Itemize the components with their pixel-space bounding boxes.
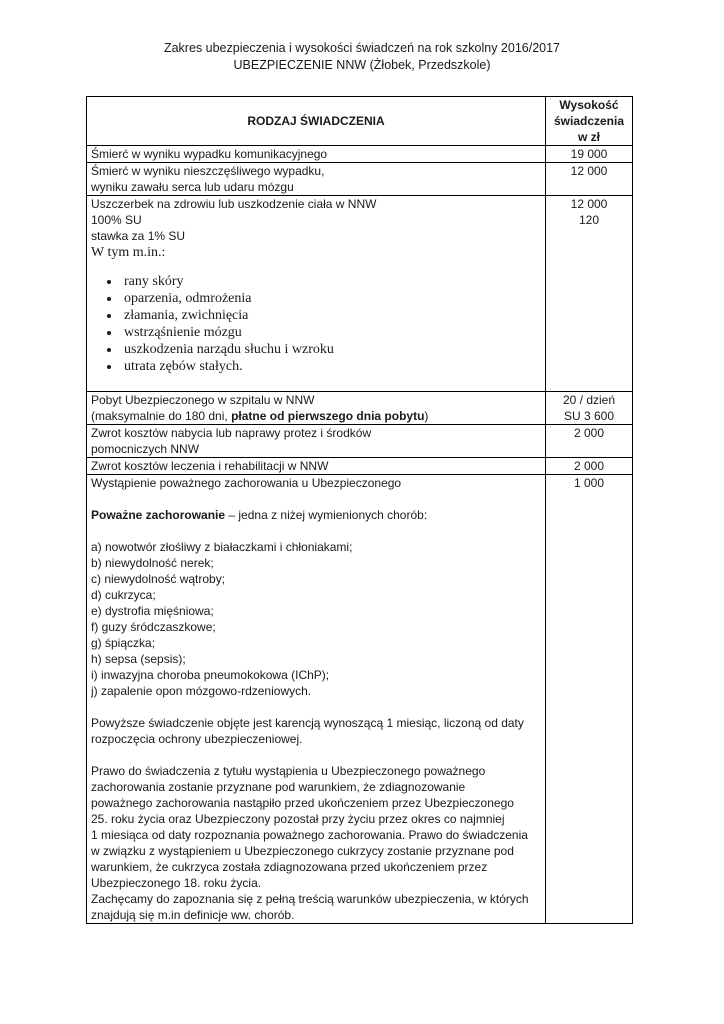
benefit-amount: 2 000: [546, 425, 633, 458]
list-item: d) cukrzyca;: [91, 588, 156, 602]
header-benefit-amount: [546, 97, 633, 146]
list-item: • wstrząśnienie mózgu: [121, 324, 541, 341]
list-item: b) niewydolność nerek;: [91, 556, 214, 570]
label-line: Pobyt Ubezpieczonego w szpitalu w NNW: [91, 393, 315, 407]
list-item: • rany skóry: [121, 273, 541, 290]
definition-text: – jedna z niżej wymienionych chorób:: [225, 508, 428, 522]
benefit-label: [87, 475, 546, 924]
header-amount-line2: świadczenia w zł: [553, 114, 625, 144]
text-line: Prawo do świadczenia z tytułu wystąpienia u Ubezpieczonego poważnego: [91, 764, 486, 778]
text-line: Ubezpieczonego 18. roku życia.: [91, 876, 262, 890]
label-text: (maksymalnie do 180 dni,: [91, 409, 232, 423]
table-row: [87, 458, 633, 475]
benefit-label: [87, 392, 546, 425]
list-item: g) śpiączka;: [91, 636, 156, 650]
list-item: h) sepsa (sepsis);: [91, 652, 186, 666]
text-line: w związku z wystąpieniem u Ubezpieczonego cukrzycy zostanie przyznane pod: [91, 844, 514, 858]
text-line: znajdują się m.in definicje ww. chorób.: [91, 908, 295, 922]
table-row: [87, 425, 633, 458]
document-title: Zakres ubezpieczenia i wysokości świadczeń na rok szkolny 2016/2017: [163, 41, 561, 55]
benefit-label: [87, 196, 546, 392]
label-text: ): [424, 409, 429, 423]
benefit-label: [87, 425, 546, 458]
amount-100-percent: 12 000: [570, 197, 608, 211]
list-item: a) nowotwór złośliwy z białaczkami i chłoniakami;: [91, 540, 353, 554]
list-item: c) niewydolność wątroby;: [91, 572, 226, 586]
illness-definition: [91, 507, 541, 523]
text-line: 25. roku życia oraz Ubezpieczony pozostał przy życiu przez okres co najmniej: [91, 812, 505, 826]
benefit-label: Śmierć w wyniku wypadku komunikacyjnego: [87, 146, 546, 163]
label-bold-text: płatne od pierwszego dnia pobytu: [231, 409, 425, 423]
header-amount-line1: Wysokość: [559, 98, 619, 112]
injury-list-intro: W tym m.in.:: [91, 245, 166, 260]
label-line: Zwrot kosztów nabycia lub naprawy protez i środków: [91, 426, 372, 440]
benefit-label: Zwrot kosztów leczenia i rehabilitacji w NNW: [87, 458, 546, 475]
conditions-note: [91, 763, 541, 923]
table-row: [87, 392, 633, 425]
benefit-amount: 1 000: [546, 475, 633, 924]
amount-per-day: 20 / dzień: [562, 393, 616, 407]
label-line: pomocniczych NNW: [91, 442, 200, 456]
benefit-amount: 2 000: [546, 458, 633, 475]
benefit-amount: [546, 196, 633, 392]
text-line: Powyższe świadczenie objęte jest karencją wynoszącą 1 miesiąc, liczoną od daty: [91, 716, 524, 730]
document-header: [0, 40, 724, 74]
list-item: f) guzy śródczaszkowe;: [91, 620, 216, 634]
disease-list: [91, 539, 541, 699]
text-line: warunkiem, że cukrzyca została zdiagnozowana przed ukończeniem przez: [91, 860, 488, 874]
header-benefit-type: RODZAJ ŚWIADCZENIA: [87, 97, 546, 146]
table-row: [87, 196, 633, 392]
label-line: wyniku zawału serca lub udaru mózgu: [91, 180, 294, 194]
text-line: 1 miesiąca od daty rozpoznania poważnego zachorowania. Prawo do świadczenia: [91, 828, 528, 842]
list-item: • utrata zębów stałych.: [121, 358, 541, 375]
table-header-row: [87, 97, 633, 146]
list-item: • złamania, zwichnięcia: [121, 307, 541, 324]
benefit-label: [87, 163, 546, 196]
definition-term: Poważne zachorowanie: [91, 508, 226, 522]
label-line: Uszczerbek na zdrowiu lub uszkodzenie ciała w NNW: [91, 197, 377, 211]
text-line: zachorowania zostanie przyznane pod warunkiem, że zdiagnozowanie: [91, 780, 466, 794]
injury-list: [91, 273, 541, 375]
amount-sum-insured: SU 3 600: [563, 409, 615, 423]
list-item: i) inwazyjna choroba pneumokokowa (IChP);: [91, 668, 330, 682]
list-item: j) zapalenie opon mózgowo-rdzeniowych.: [91, 684, 312, 698]
document-subtitle: UBEZPIECZENIE NNW (Żłobek, Przedszkole): [233, 58, 491, 72]
list-item: • oparzenia, odmrożenia: [121, 290, 541, 307]
benefit-amount: 12 000: [546, 163, 633, 196]
table-row: [87, 163, 633, 196]
table-row: [87, 146, 633, 163]
text-line: rozpoczęcia ochrony ubezpieczeniowej.: [91, 732, 303, 746]
label-line: [91, 408, 541, 424]
label-line: Wystąpienie poważnego zachorowania u Ubezpieczonego: [91, 476, 402, 490]
list-item: • uszkodzenia narządu słuchu i wzroku: [121, 341, 541, 358]
benefit-amount: [546, 392, 633, 425]
table-row: [87, 475, 633, 924]
label-line: Śmierć w wyniku nieszczęśliwego wypadku,: [91, 164, 325, 178]
list-item: e) dystrofia mięśniowa;: [91, 604, 214, 618]
amount-per-percent: 120: [578, 213, 600, 227]
karencja-note: [91, 715, 541, 747]
label-line: stawka za 1% SU: [91, 229, 186, 243]
label-line: 100% SU: [91, 213, 142, 227]
text-line: Zachęcamy do zapoznania się z pełną treścią warunków ubezpieczenia, w których: [91, 892, 529, 906]
text-line: poważnego zachorowania nastąpiło przed ukończeniem przez Ubezpieczonego: [91, 796, 514, 810]
benefit-amount: 19 000: [546, 146, 633, 163]
benefits-table: [86, 96, 633, 924]
